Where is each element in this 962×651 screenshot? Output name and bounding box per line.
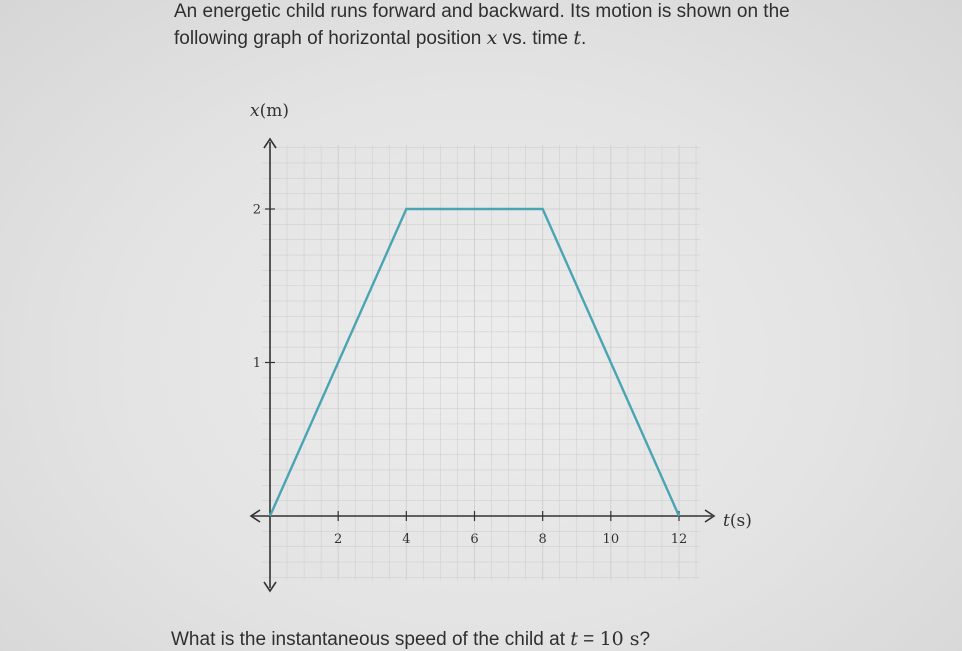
ticks bbox=[253, 203, 688, 548]
x-tick-label: 10 bbox=[602, 532, 620, 547]
x-tick-label: 12 bbox=[670, 532, 688, 547]
x-tick-label: 6 bbox=[470, 532, 479, 547]
intro-var-x: x bbox=[486, 27, 498, 49]
intro-period: . bbox=[581, 28, 587, 49]
intro-line-1: An energetic child runs forward and backward. Its motion is shown on the bbox=[174, 1, 790, 22]
y-axis-title: x(m) bbox=[250, 101, 289, 121]
grid bbox=[262, 145, 700, 580]
y-tick-label: 2 bbox=[252, 202, 261, 218]
axes bbox=[251, 139, 714, 591]
question-value: 10 s bbox=[599, 628, 640, 650]
x-tick-label: 2 bbox=[334, 532, 343, 547]
intro-var-t: t bbox=[573, 27, 582, 49]
x-axis-title: t(s) bbox=[723, 511, 752, 531]
question-text: What is the instantaneous speed of the child at bbox=[171, 629, 571, 650]
axis-labels bbox=[250, 101, 752, 531]
question-equals: = bbox=[577, 629, 600, 650]
intro-line-2: following graph of horizontal position bbox=[174, 28, 487, 49]
question bbox=[171, 626, 650, 651]
x-tick-label: 8 bbox=[538, 532, 547, 547]
question-var-t: t bbox=[570, 628, 578, 650]
question-mark: ? bbox=[639, 629, 651, 650]
x-tick-label: 4 bbox=[402, 532, 411, 547]
intro-line-2b: vs. time bbox=[497, 28, 574, 49]
y-tick-label: 1 bbox=[252, 356, 261, 371]
